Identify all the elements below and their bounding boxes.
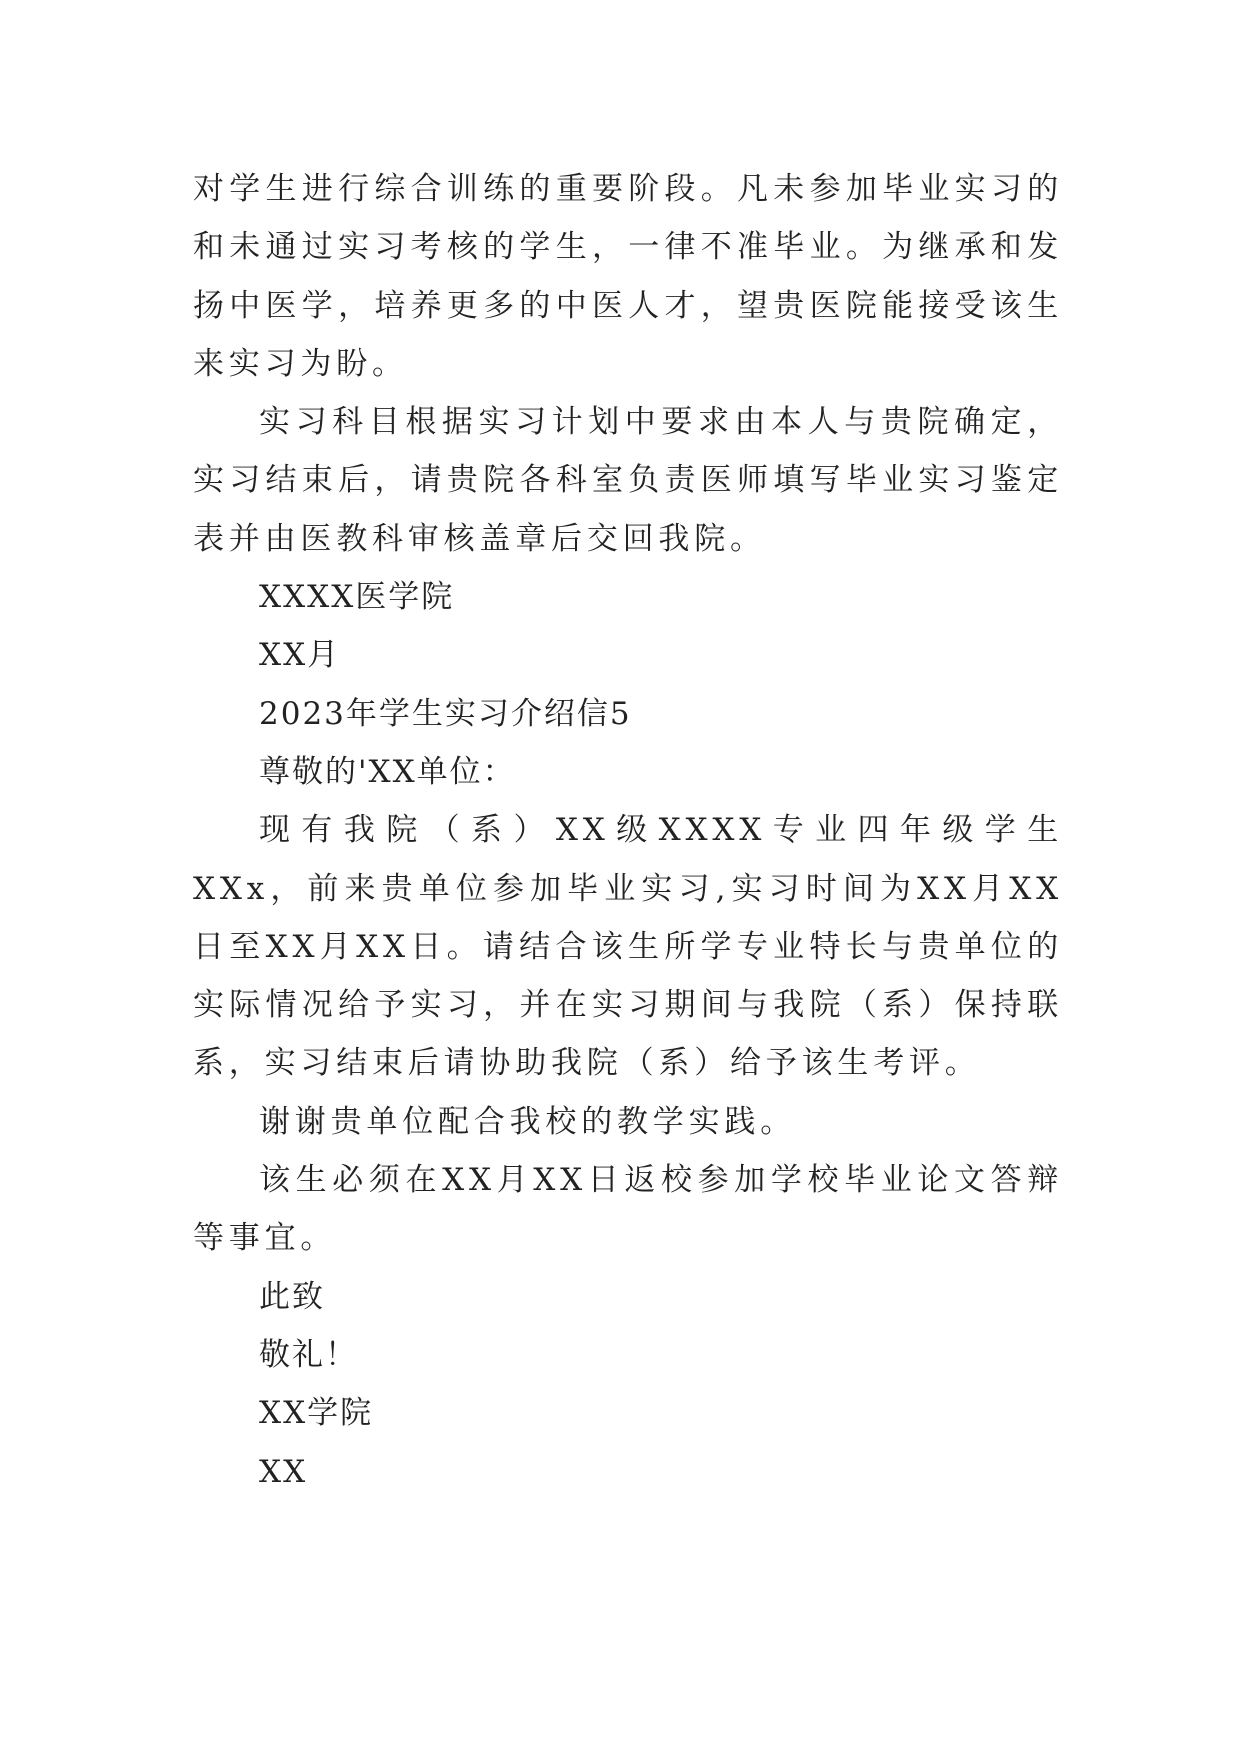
closing-regards: 敬礼！: [259, 1336, 358, 1373]
section-title: 2023年学生实习介绍信5: [259, 695, 632, 732]
signature-college: XX学院: [259, 1395, 374, 1432]
paragraph-internship-subjects: 实习科目根据实习计划中要求由本人与贵院确定，实习结束后，请贵院各科室负责医师填写毕业实习鉴定表并由医教科审核盖章后交回我院。: [193, 404, 1063, 557]
paragraph-return-date: 该生必须在XX月XX日返校参加学校毕业论文答辩等事宜。: [193, 1162, 1063, 1257]
signature-date: XX月: [259, 637, 341, 674]
closing-phrase: 此致: [259, 1278, 325, 1315]
paragraph-thanks: 谢谢贵单位配合我校的教学实践。: [259, 1103, 796, 1140]
signature-school: XXXX医学院: [259, 579, 455, 616]
salutation: 尊敬的'XX单位：: [259, 753, 516, 790]
paragraph-continuation: 对学生进行综合训练的重要阶段。凡未参加毕业实习的和未通过实习考核的学生，一律不准毕业。为继承和发扬中医学，培养更多的中医人才，望贵医院能接受该生来实习为盼。: [193, 171, 1063, 382]
signature-placeholder: XX: [259, 1453, 308, 1490]
letter-body: [193, 160, 1063, 1501]
paragraph-introduction: 现有我院（系）XX级XXXX专业四年级学生XXx，前来贵单位参加毕业实习,实习时间为XX月XX日至XX月XX日。请结合该生所学专业特长与贵单位的实际情况给予实习，并在实习期间与我院（系）保持联系，实习结束后请协助我院（系）给予该生考评。: [193, 812, 1063, 1082]
